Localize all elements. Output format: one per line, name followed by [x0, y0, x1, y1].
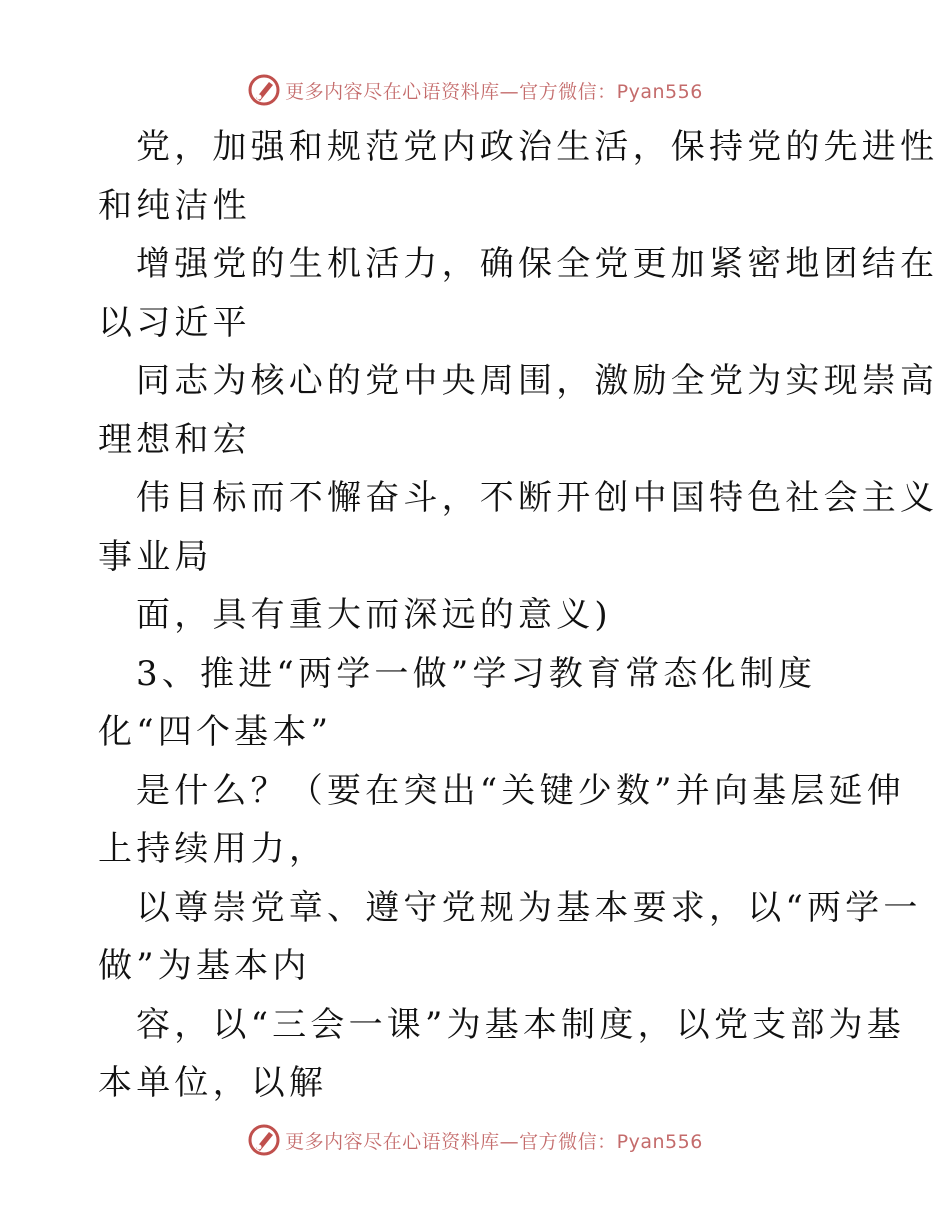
watermark-text: 更多内容尽在心语资料库—官方微信：Pyan556: [285, 80, 703, 103]
text-line: 做”为基本内: [98, 946, 311, 986]
text-line: 和纯洁性: [98, 185, 251, 226]
text-line: 容，以“三会一课”为基本制度，以党支部为基: [136, 1004, 905, 1045]
document-body: [98, 118, 939, 1113]
text-line: 以尊崇党章、遵守党规为基本要求，以“两学一: [136, 887, 922, 928]
text-line: 本单位，以解: [98, 1063, 328, 1103]
text-line: 事业局: [98, 536, 213, 577]
text-line: 3、推进“两学一做”学习教育常态化制度: [136, 653, 817, 694]
text-line: 面，具有重大而深远的意义): [136, 595, 612, 635]
text-line: 同志为核心的党中央周围，激励全党为实现崇高: [136, 361, 939, 401]
pen-circle-logo-icon: [247, 1123, 281, 1157]
footer-watermark: [0, 1120, 950, 1160]
text-line: 党，加强和规范党内政治生活，保持党的先进性: [136, 127, 939, 167]
text-line: 上持续用力，: [98, 829, 328, 869]
text-line: 以习近平: [98, 302, 251, 343]
header-watermark: [0, 70, 950, 110]
text-line: 是什么？（要在突出“关键少数”并向基层延伸: [136, 770, 905, 811]
text-line: 伟目标而不懈奋斗，不断开创中国特色社会主义: [136, 478, 939, 518]
watermark-text: 更多内容尽在心语资料库—官方微信：Pyan556: [285, 1130, 703, 1153]
pen-circle-logo-icon: [247, 73, 281, 107]
text-line: 化“四个基本”: [98, 712, 333, 752]
text-line: 增强党的生机活力，确保全党更加紧密地团结在: [136, 244, 939, 284]
text-line: 理想和宏: [98, 419, 251, 460]
